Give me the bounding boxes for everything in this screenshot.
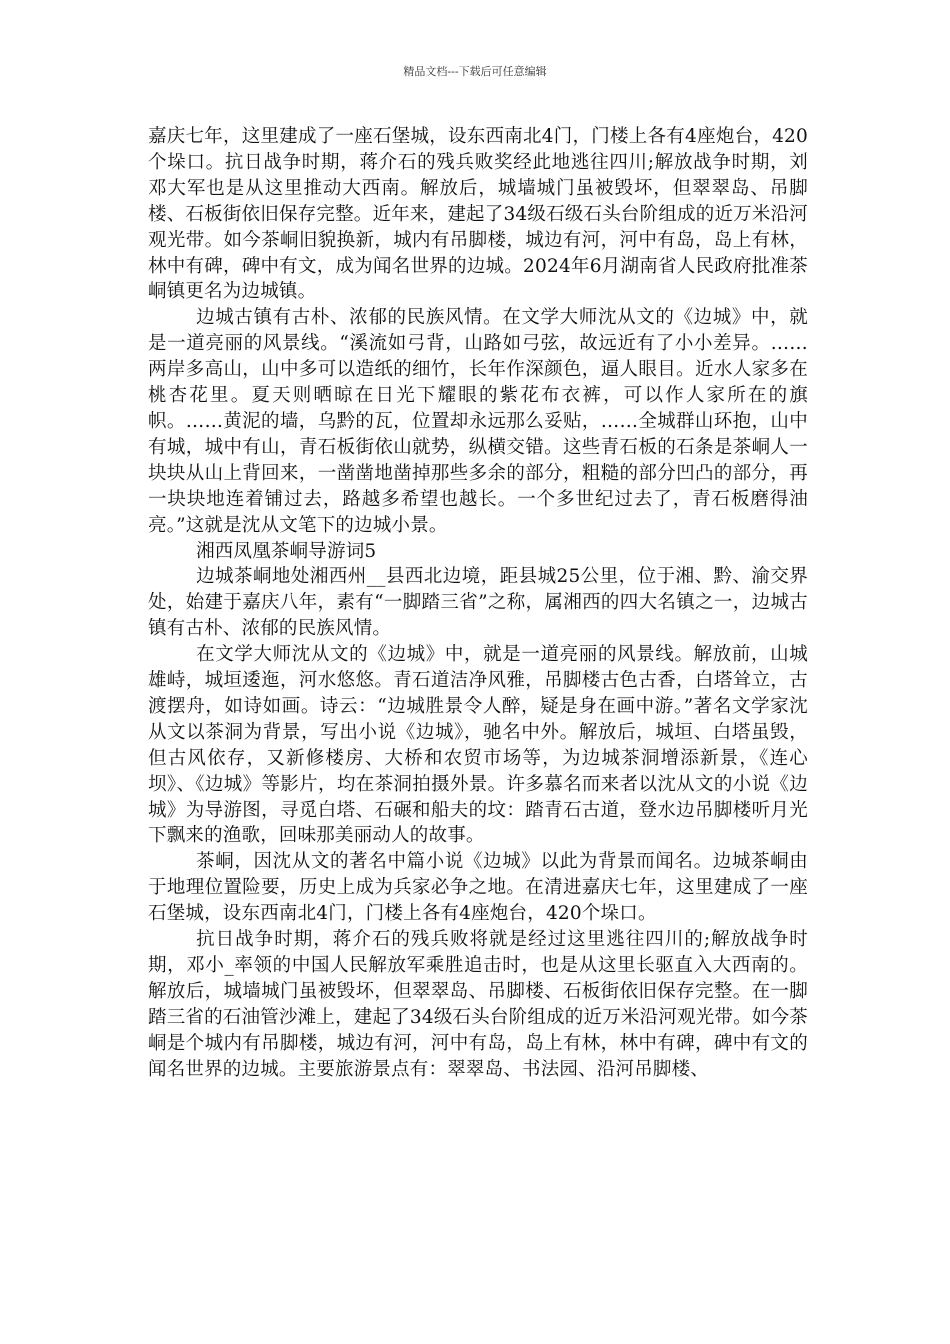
paragraph-location: 边城茶峒地处湘西州__县西北边境，距县城25公里，位于湘、黔、渝交界处，始建于嘉庆八年，素有“一脚踏三省”之称，属湘西的四大名镇之一，边城古镇有古朴、浓郁的民族风情。: [148, 566, 808, 640]
document-body: [148, 124, 808, 1083]
paragraph-war-history: 抗日战争时期，蒋介石的残兵败将就是经过这里逃往四川的;解放战争时期，邓小_率领的中国人民解放军乘胜追击时，也是从这里长驱直入大西南的。解放后，城墙城门虽被毁坏，但翠翠岛、吊脚楼、石板街依旧保存完整。在一脚踏三省的石油管沙滩上，建起了34级石头台阶组成的近万米沿河观光带。如今茶峒是个城内有吊脚楼，城边有河，河中有岛，岛上有林，林中有碑，碑中有文的闻名世界的边城。主要旅游景点有：翠翠岛、书法园、沿河吊脚楼、: [148, 929, 808, 1080]
page-header: 精品文档---下载后可任意编辑: [403, 65, 547, 78]
paragraph-chadong-fame: 茶峒，因沈从文的著名中篇小说《边城》以此为背景而闻名。边城茶峒由于地理位置险要，历史上成为兵家必争之地。在清进嘉庆七年，这里建成了一座石堡城，设东西南北4门，门楼上各有4座炮台，420个垛口。: [148, 851, 808, 925]
paragraph-literature: 在文学大师沈从文的《边城》中，就是一道亮丽的风景线。解放前，山城雄峙，城垣逶迤，河水悠悠。青石道洁净风雅，吊脚楼古色古香，白塔耸立，古渡摆舟，如诗如画。诗云：“边城胜景令人醉，疑是身在画中游。”著名文学家沈从文以茶洞为背景，写出小说《边城》，驰名中外。解放后，城垣、白塔虽毁，但古风依存，又新修楼房、大桥和农贸市场等，为边城茶洞增添新景，《连心坝》、《边城》等影片，均在茶洞拍摄外景。许多慕名而来者以沈从文的小说《边城》为导游图，寻觅白塔、石碾和船夫的坟：踏青石古道，登水边吊脚楼听月光下飘来的渔歌，回味那美丽动人的故事。: [148, 644, 808, 847]
paragraph-continued-history: 嘉庆七年，这里建成了一座石堡城，设东西南北4门，门楼上各有4座炮台，420个垛口。抗日战争时期，蒋介石的残兵败奖经此地逃往四川;解放战争时期，刘邓大军也是从这里推动大西南。解放后，城墙城门虽被毁坏，但翠翠岛、吊脚楼、石板街依旧保存完整。近年来，建起了34级石级石头台阶组成的近万米沿河观光带。如今茶峒旧貌换新，城内有吊脚楼，城边有河，河中有岛，岛上有林，林中有碑，碑中有文，成为闻名世界的边城。2024年6月湖南省人民政府批准茶峒镇更名为边城镇。: [148, 126, 808, 303]
section-heading: 湘西凤凰茶峒导游词5: [196, 540, 377, 562]
paragraph-folk-customs: 边城古镇有古朴、浓郁的民族风情。在文学大师沈从文的《边城》中，就是一道亮丽的风景线。“溪流如弓背，山路如弓弦，故远近有了小小差异。……两岸多高山，山中多可以造纸的细竹，长年作深颜色，逼人眼目。近水人家多在桃杏花里。夏天则晒晾在日光下耀眼的紫花布衣裤，可以作人家所在的旗帜。……黄泥的墙，乌黔的瓦，位置却永远那么妥贴，……全城群山环抱，山中有城，城中有山，青石板街依山就势，纵横交错。这些青石板的石条是茶峒人一块块从山上背回来，一凿凿地凿掉那些多余的部分，粗糙的部分凹凸的部分，再一块块地连着铺过去，路越多希望也越长。一个多世纪过去了，青石板磨得油亮。”这就是沈从文笔下的边城小景。: [148, 307, 808, 536]
